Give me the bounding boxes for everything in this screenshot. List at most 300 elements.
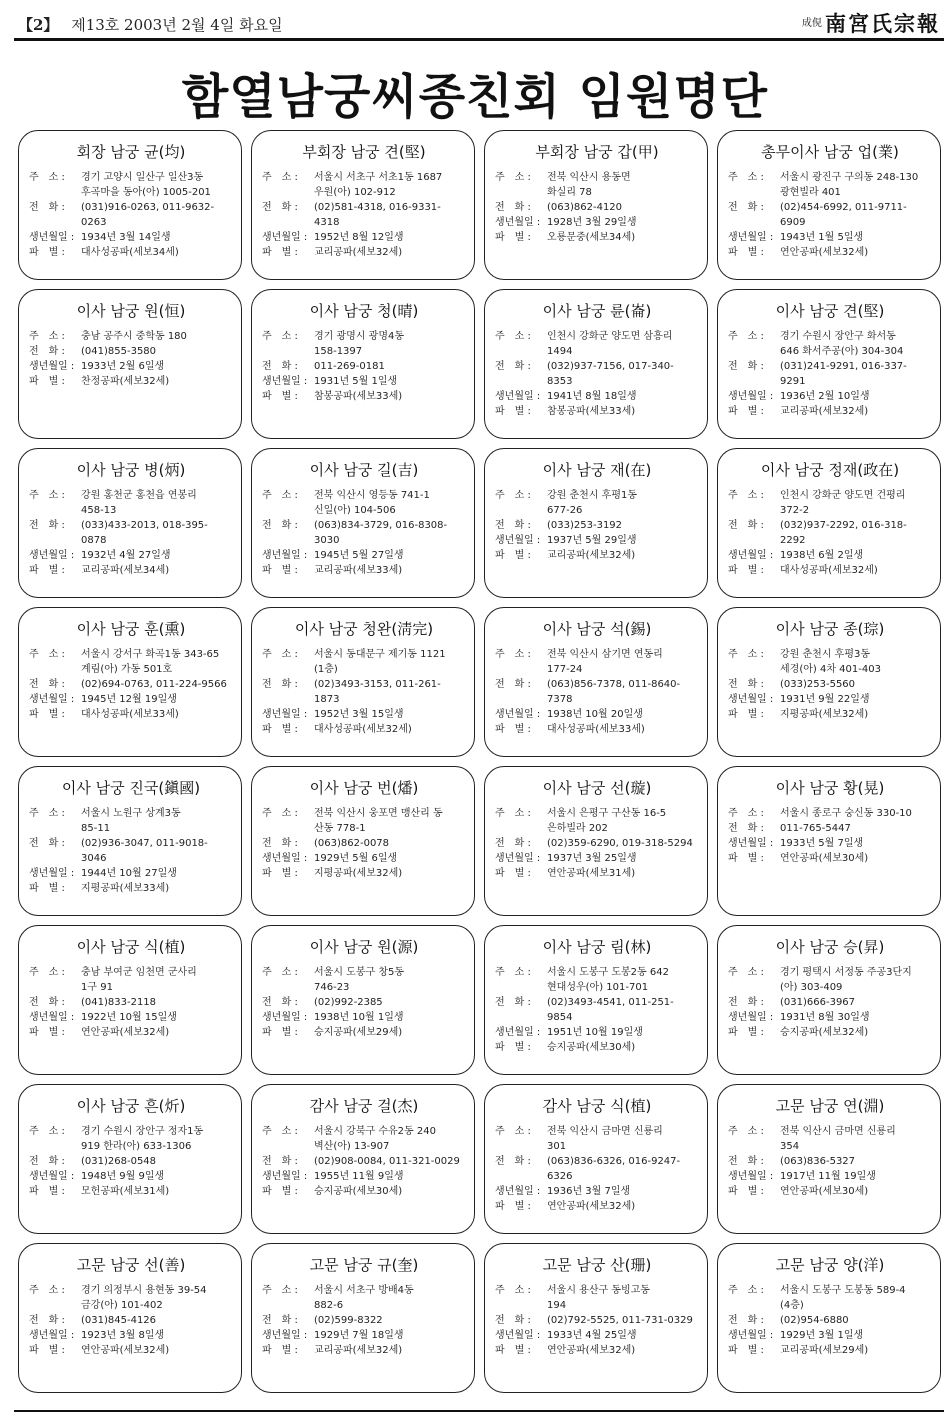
member-phone: 011-269-0181 — [314, 361, 385, 372]
address-label: 주 소 : — [262, 172, 298, 183]
member-address-row — [262, 965, 466, 995]
member-phone: (02)359-6290, 019-318-5294 — [547, 838, 693, 849]
birth-label: 생년월일 : — [495, 391, 541, 402]
member-address: 충남 공주시 중학동 180 — [81, 331, 187, 342]
member-branch-row — [262, 245, 466, 260]
member-address-row — [262, 170, 466, 200]
member-address-row — [728, 329, 932, 359]
member-name: 고문 남궁 연(淵) — [775, 1097, 885, 1115]
member-branch-row — [495, 1343, 699, 1358]
member-phone: (02)694-0763, 011-224-9566 — [81, 679, 227, 690]
member-phone-row — [728, 359, 932, 389]
phone-label: 전 화 : — [29, 1315, 65, 1326]
member-address-row — [262, 488, 466, 518]
branch-label: 파 별 : — [29, 247, 65, 258]
member-branch-row — [29, 374, 233, 389]
member-branch: 오룡문중(세보34세) — [547, 232, 636, 243]
member-address-row — [495, 965, 699, 995]
member-birth-row — [728, 1169, 932, 1184]
member-address-row — [495, 1283, 699, 1313]
member-phone: (033)253-3192 — [547, 520, 623, 531]
address-label: 주 소 : — [728, 490, 764, 501]
branch-label: 파 별 : — [495, 1345, 531, 1356]
phone-label: 전 화 : — [495, 679, 531, 690]
member-branch: 교리공파(세보29세) — [780, 1345, 869, 1356]
member-phone-row — [29, 518, 233, 548]
member-address: 전북 익산시 삼기면 연동리 177-24 — [547, 649, 663, 675]
member-birth-row — [728, 836, 932, 851]
birth-label: 생년월일 : — [728, 232, 774, 243]
member-branch: 연안공파(세보31세) — [547, 868, 636, 879]
birth-label: 생년월일 : — [29, 1012, 75, 1023]
birth-label: 생년월일 : — [728, 1330, 774, 1341]
member-birth-row — [495, 533, 699, 548]
phone-label: 전 화 : — [262, 1156, 298, 1167]
member-address: 서울시 도봉구 도봉2동 642 현대성우(아) 101-701 — [547, 967, 669, 993]
member-card — [717, 1084, 941, 1234]
member-phone: (02)454-6992, 011-9711-6909 — [780, 202, 907, 228]
birth-label: 생년월일 : — [29, 361, 75, 372]
member-phone-row — [728, 677, 932, 692]
member-name: 고문 남궁 양(洋) — [775, 1256, 885, 1274]
birth-label: 생년월일 : — [495, 1330, 541, 1341]
address-label: 주 소 : — [495, 967, 531, 978]
member-phone: (02)908-0084, 011-321-0029 — [314, 1156, 460, 1167]
member-branch-row — [495, 722, 699, 737]
member-phone: (02)992-2385 — [314, 997, 383, 1008]
member-branch: 대사성공파(세보34세) — [81, 247, 179, 258]
branch-label: 파 별 : — [728, 247, 764, 258]
member-phone-row — [29, 995, 233, 1010]
member-name: 이사 남궁 황(晃) — [775, 779, 885, 797]
page-number: 【2】 — [18, 16, 59, 34]
address-label: 주 소 : — [29, 331, 65, 342]
branch-label: 파 별 : — [29, 565, 65, 576]
member-birth-row — [728, 548, 932, 563]
member-branch: 교리공파(세보32세) — [314, 1345, 403, 1356]
phone-label: 전 화 : — [29, 997, 65, 1008]
member-phone-row — [728, 1154, 932, 1169]
member-phone: (063)856-7378, 011-8640-7378 — [547, 679, 681, 705]
member-birth: 1933년 4월 25일생 — [547, 1330, 637, 1341]
member-branch-row — [728, 851, 932, 866]
member-branch-row — [728, 1343, 932, 1358]
masthead — [802, 8, 940, 38]
member-card — [484, 289, 708, 439]
member-phone-row — [262, 200, 466, 230]
member-address-row — [29, 329, 233, 344]
address-label: 주 소 : — [495, 490, 531, 501]
branch-label: 파 별 : — [728, 853, 764, 864]
member-birth-row — [495, 1184, 699, 1199]
address-label: 주 소 : — [29, 649, 65, 660]
phone-label: 전 화 : — [262, 202, 298, 213]
member-birth: 1938년 10월 20일생 — [547, 709, 643, 720]
phone-label: 전 화 : — [728, 520, 764, 531]
member-birth: 1938년 6월 2일생 — [780, 550, 864, 561]
member-card — [484, 1243, 708, 1393]
branch-label: 파 별 : — [728, 1027, 764, 1038]
member-address: 서울시 서초구 서초1동 1687 우원(아) 102-912 — [314, 172, 443, 198]
member-branch: 연안공파(세보30세) — [780, 853, 869, 864]
member-card — [717, 289, 941, 439]
member-card — [18, 130, 242, 280]
member-branch: 교리공파(세보32세) — [780, 406, 869, 417]
member-phone: (033)253-5560 — [780, 679, 856, 690]
member-branch: 지평공파(세보32세) — [314, 868, 403, 879]
member-name: 회장 남궁 균(均) — [76, 143, 186, 161]
issue-info — [18, 14, 283, 35]
member-branch-row — [262, 389, 466, 404]
member-phone: (02)599-8322 — [314, 1315, 383, 1326]
member-phone: (031)666-3967 — [780, 997, 856, 1008]
member-address-row — [29, 488, 233, 518]
branch-label: 파 별 : — [495, 232, 531, 243]
member-phone-row — [728, 1313, 932, 1328]
address-label: 주 소 : — [728, 172, 764, 183]
address-label: 주 소 : — [29, 967, 65, 978]
birth-label: 생년월일 : — [262, 550, 308, 561]
member-birth-row — [495, 707, 699, 722]
member-branch: 교리공파(세보34세) — [81, 565, 170, 576]
footer-divider — [14, 1410, 944, 1412]
member-branch-row — [262, 563, 466, 578]
branch-label: 파 별 : — [29, 1345, 65, 1356]
address-label: 주 소 : — [728, 967, 764, 978]
member-name: 총무이사 남궁 업(業) — [761, 143, 899, 161]
birth-label: 생년월일 : — [728, 838, 774, 849]
masthead-small-chars: 成俔 — [801, 17, 822, 29]
branch-label: 파 별 : — [495, 406, 531, 417]
member-branch-row — [29, 881, 233, 896]
member-birth-row — [29, 866, 233, 881]
member-birth: 1955년 11월 9일생 — [314, 1171, 404, 1182]
member-address-row — [29, 647, 233, 677]
member-branch: 참봉공파(세보33세) — [547, 406, 636, 417]
branch-label: 파 별 : — [728, 1186, 764, 1197]
member-branch: 대사성공파(세보33세) — [81, 709, 179, 720]
birth-label: 생년월일 : — [29, 694, 75, 705]
member-name: 이사 남궁 종(琮) — [775, 620, 885, 638]
branch-label: 파 별 : — [495, 550, 531, 561]
member-birth: 1933년 5월 7일생 — [780, 838, 864, 849]
branch-label: 파 별 : — [728, 565, 764, 576]
member-name: 이사 남궁 정재(政在) — [760, 461, 900, 479]
branch-label: 파 별 : — [262, 868, 298, 879]
member-phone: (02)581-4318, 016-9331-4318 — [314, 202, 441, 228]
member-birth-row — [29, 548, 233, 563]
member-birth-row — [728, 1328, 932, 1343]
member-phone-row — [262, 836, 466, 851]
member-address-row — [262, 1124, 466, 1154]
member-phone-row — [262, 359, 466, 374]
member-branch-row — [262, 1184, 466, 1199]
member-card — [251, 607, 475, 757]
member-card — [18, 1084, 242, 1234]
member-name: 이사 남궁 승(昇) — [775, 938, 885, 956]
member-branch: 연안공파(세보32세) — [547, 1201, 636, 1212]
phone-label: 전 화 : — [29, 520, 65, 531]
member-phone-row — [262, 1154, 466, 1169]
branch-label: 파 별 : — [262, 565, 298, 576]
member-branch: 모헌공파(세보31세) — [81, 1186, 170, 1197]
member-address-row — [262, 806, 466, 836]
member-card — [251, 289, 475, 439]
address-label: 주 소 : — [495, 1126, 531, 1137]
address-label: 주 소 : — [262, 649, 298, 660]
member-address: 강원 춘천시 후평1동 677-26 — [547, 490, 637, 516]
member-phone-row — [29, 836, 233, 866]
member-birth: 1948년 9월 9일생 — [81, 1171, 165, 1182]
address-label: 주 소 : — [29, 1126, 65, 1137]
page-header — [14, 8, 944, 41]
address-label: 주 소 : — [728, 331, 764, 342]
member-branch: 참봉공파(세보33세) — [314, 391, 403, 402]
branch-label: 파 별 : — [495, 1201, 531, 1212]
member-name: 이사 남궁 원(恒) — [76, 302, 186, 320]
member-branch: 대사성공파(세보32세) — [780, 565, 878, 576]
member-birth-row — [728, 692, 932, 707]
member-branch: 교리공파(세보32세) — [314, 247, 403, 258]
member-branch-row — [29, 1025, 233, 1040]
member-birth-row — [29, 230, 233, 245]
member-branch-row — [262, 1025, 466, 1040]
member-branch-row — [728, 1184, 932, 1199]
member-phone-row — [495, 1154, 699, 1184]
phone-label: 전 화 : — [495, 361, 531, 372]
member-address: 서울시 도봉구 도봉동 589-4 (4층) — [780, 1285, 906, 1311]
member-address: 서울시 동대문구 제기동 1121 (1층) — [314, 649, 446, 675]
member-address: 전북 익산시 영등동 741-1 신일(아) 104-506 — [314, 490, 430, 516]
phone-label: 전 화 : — [728, 1156, 764, 1167]
branch-label: 파 별 : — [262, 1345, 298, 1356]
address-label: 주 소 : — [29, 1285, 65, 1296]
member-name: 이사 남궁 선(璇) — [542, 779, 652, 797]
member-address-row — [728, 806, 932, 821]
address-label: 주 소 : — [728, 808, 764, 819]
member-card — [18, 289, 242, 439]
phone-label: 전 화 : — [29, 838, 65, 849]
address-label: 주 소 : — [262, 490, 298, 501]
member-name: 이사 남궁 흔(炘) — [76, 1097, 186, 1115]
birth-label: 생년월일 : — [728, 694, 774, 705]
phone-label: 전 화 : — [495, 838, 531, 849]
address-label: 주 소 : — [29, 172, 65, 183]
member-card — [484, 766, 708, 916]
member-name: 감사 남궁 식(植) — [542, 1097, 652, 1115]
member-phone: (031)268-0548 — [81, 1156, 157, 1167]
member-address: 서울시 도봉구 창5동 746-23 — [314, 967, 404, 993]
member-address: 인천시 강화군 양도면 삼흥리 1494 — [547, 331, 673, 357]
member-birth: 1945년 5월 27일생 — [314, 550, 404, 561]
address-label: 주 소 : — [495, 331, 531, 342]
member-branch-row — [29, 1343, 233, 1358]
member-branch-row — [495, 1199, 699, 1214]
member-address-row — [495, 170, 699, 200]
member-card — [251, 925, 475, 1075]
member-birth-row — [495, 1025, 699, 1040]
member-card — [251, 766, 475, 916]
member-name: 부회장 남궁 갑(甲) — [535, 143, 659, 161]
member-phone-row — [29, 1313, 233, 1328]
member-birth-row — [262, 230, 466, 245]
member-card — [18, 448, 242, 598]
member-phone-row — [262, 1313, 466, 1328]
member-address: 강원 홍천군 홍천읍 연봉리 458-13 — [81, 490, 197, 516]
member-birth: 1917년 11월 19일생 — [780, 1171, 876, 1182]
phone-label: 전 화 : — [262, 838, 298, 849]
member-branch: 승지공파(세보30세) — [547, 1042, 636, 1053]
member-address: 서울시 종로구 숭신동 330-10 — [780, 808, 912, 819]
phone-label: 전 화 : — [728, 1315, 764, 1326]
member-branch: 연안공파(세보32세) — [780, 247, 869, 258]
member-phone-row — [495, 518, 699, 533]
member-phone: (02)792-5525, 011-731-0329 — [547, 1315, 693, 1326]
member-address-row — [728, 488, 932, 518]
member-branch-row — [29, 1184, 233, 1199]
member-card — [484, 448, 708, 598]
member-phone: (031)916-0263, 011-9632-0263 — [81, 202, 215, 228]
member-phone: (02)936-3047, 011-9018-3046 — [81, 838, 208, 864]
member-branch-row — [728, 1025, 932, 1040]
member-name: 이사 남궁 륜(崙) — [542, 302, 652, 320]
phone-label: 전 화 : — [29, 202, 65, 213]
member-branch: 연안공파(세보32세) — [81, 1345, 170, 1356]
birth-label: 생년월일 : — [29, 868, 75, 879]
member-card — [717, 766, 941, 916]
member-card — [18, 766, 242, 916]
member-phone-row — [495, 836, 699, 851]
member-branch-row — [495, 404, 699, 419]
member-phone: (041)833-2118 — [81, 997, 157, 1008]
phone-label: 전 화 : — [29, 1156, 65, 1167]
member-name: 이사 남궁 식(植) — [76, 938, 186, 956]
branch-label: 파 별 : — [262, 247, 298, 258]
member-name: 고문 남궁 산(珊) — [542, 1256, 652, 1274]
member-birth: 1929년 3월 1일생 — [780, 1330, 864, 1341]
member-birth: 1929년 5월 6일생 — [314, 853, 398, 864]
member-address: 서울시 강서구 화곡1동 343-65 계림(아) 가동 501호 — [81, 649, 220, 675]
branch-label: 파 별 : — [29, 709, 65, 720]
member-card — [717, 1243, 941, 1393]
member-branch-row — [262, 866, 466, 881]
birth-label: 생년월일 : — [728, 1171, 774, 1182]
address-label: 주 소 : — [495, 808, 531, 819]
birth-label: 생년월일 : — [495, 535, 541, 546]
member-phone-row — [495, 995, 699, 1025]
member-address-row — [495, 1124, 699, 1154]
member-birth-row — [29, 1328, 233, 1343]
member-branch-row — [29, 707, 233, 722]
birth-label: 생년월일 : — [728, 1012, 774, 1023]
member-phone: (02)954-6880 — [780, 1315, 849, 1326]
member-address: 전북 익산시 용동면 화실리 78 — [547, 172, 631, 198]
member-birth-row — [262, 548, 466, 563]
member-birth-row — [728, 389, 932, 404]
birth-label: 생년월일 : — [262, 1012, 308, 1023]
member-phone-row — [262, 995, 466, 1010]
member-address: 충남 부여군 임천면 군사리 1구 91 — [81, 967, 197, 993]
birth-label: 생년월일 : — [495, 1027, 541, 1038]
member-birth: 1931년 5월 1일생 — [314, 376, 398, 387]
member-birth: 1937년 5월 29일생 — [547, 535, 637, 546]
member-phone: (063)836-6326, 016-9247-6326 — [547, 1156, 681, 1182]
birth-label: 생년월일 : — [495, 217, 541, 228]
member-grid — [18, 130, 946, 1400]
member-phone: (063)862-4120 — [547, 202, 623, 213]
member-branch-row — [728, 563, 932, 578]
branch-label: 파 별 : — [29, 1186, 65, 1197]
birth-label: 생년월일 : — [262, 1171, 308, 1182]
member-phone-row — [29, 677, 233, 692]
phone-label: 전 화 : — [495, 1156, 531, 1167]
member-address-row — [29, 1283, 233, 1313]
phone-label: 전 화 : — [29, 346, 65, 357]
member-birth-row — [29, 1010, 233, 1025]
member-branch: 연안공파(세보32세) — [81, 1027, 170, 1038]
member-branch: 지평공파(세보32세) — [780, 709, 869, 720]
member-branch-row — [495, 548, 699, 563]
member-branch: 교리공파(세보33세) — [314, 565, 403, 576]
address-label: 주 소 : — [728, 649, 764, 660]
member-branch-row — [29, 563, 233, 578]
member-phone: (032)937-2292, 016-318-2292 — [780, 520, 907, 546]
member-birth: 1931년 9월 22일생 — [780, 694, 870, 705]
member-birth-row — [262, 707, 466, 722]
member-name: 부회장 남궁 견(堅) — [302, 143, 426, 161]
member-phone: (033)433-2013, 018-395-0878 — [81, 520, 208, 546]
member-name: 이사 남궁 림(林) — [542, 938, 652, 956]
member-phone: (041)855-3580 — [81, 346, 157, 357]
member-card — [18, 1243, 242, 1393]
member-birth: 1952년 8월 12일생 — [314, 232, 404, 243]
member-branch: 승지공파(세보29세) — [314, 1027, 403, 1038]
member-address: 서울시 노원구 상계3동 85-11 — [81, 808, 181, 834]
birth-label: 생년월일 : — [262, 1330, 308, 1341]
member-phone-row — [728, 821, 932, 836]
member-branch-row — [728, 245, 932, 260]
member-birth-row — [29, 692, 233, 707]
member-branch-row — [728, 707, 932, 722]
member-birth: 1945년 12월 19일생 — [81, 694, 177, 705]
address-label: 주 소 : — [262, 1285, 298, 1296]
member-address: 인천시 강화군 양도면 건평리 372-2 — [780, 490, 906, 516]
member-branch-row — [262, 722, 466, 737]
member-address-row — [728, 170, 932, 200]
member-card — [484, 130, 708, 280]
address-label: 주 소 : — [262, 808, 298, 819]
member-address-row — [728, 1283, 932, 1313]
phone-label: 전 화 : — [495, 520, 531, 531]
birth-label: 생년월일 : — [728, 550, 774, 561]
member-address: 경기 평택시 서정동 주공3단지 (아) 303-409 — [780, 967, 912, 993]
member-name: 감사 남궁 걸(杰) — [309, 1097, 419, 1115]
branch-label: 파 별 : — [262, 724, 298, 735]
member-branch: 연안공파(세보32세) — [547, 1345, 636, 1356]
member-branch: 대사성공파(세보32세) — [314, 724, 412, 735]
birth-label: 생년월일 : — [262, 376, 308, 387]
member-branch-row — [495, 230, 699, 245]
member-branch-row — [495, 1040, 699, 1055]
member-address: 경기 의정부시 용현동 39-54 금강(아) 101-402 — [81, 1285, 207, 1311]
member-birth-row — [728, 230, 932, 245]
member-branch: 연안공파(세보30세) — [780, 1186, 869, 1197]
phone-label: 전 화 : — [262, 520, 298, 531]
member-birth-row — [495, 215, 699, 230]
address-label: 주 소 : — [728, 1126, 764, 1137]
member-name: 이사 남궁 훈(熏) — [76, 620, 186, 638]
member-card — [251, 1084, 475, 1234]
